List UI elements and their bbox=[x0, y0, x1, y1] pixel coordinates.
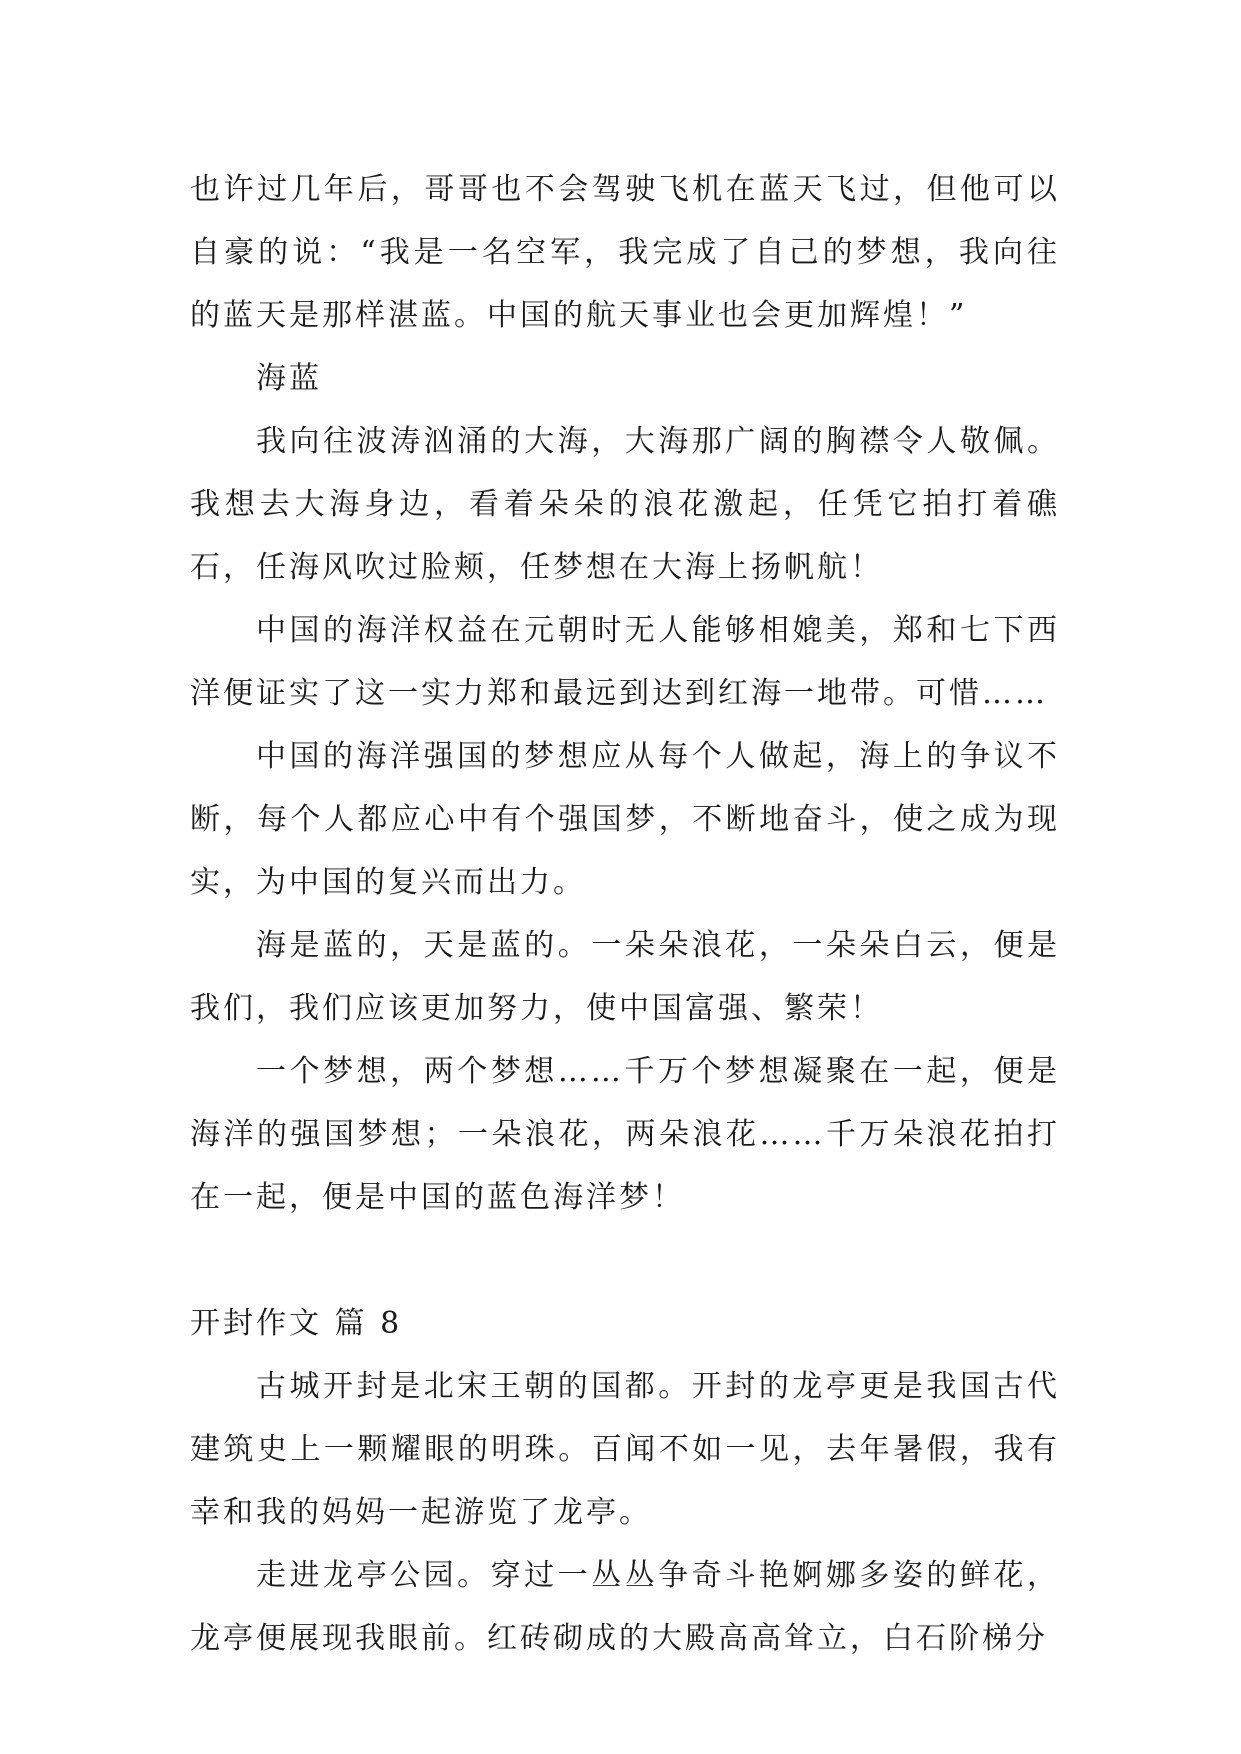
paragraph: 走进龙亭公园。穿过一丛丛争奇斗艳婀娜多姿的鲜花，龙亭便展现我眼前。红砖砌成的大殿高高耸立，白石阶梯分 bbox=[190, 1558, 1060, 1656]
subheading: 海蓝 bbox=[256, 361, 322, 396]
paragraph: 我向往波涛汹涌的大海，大海那广阔的胸襟令人敬佩。我想去大海身边，看着朵朵的浪花激起，任凭它拍打着礁石，任海风吹过脸颊，任梦想在大海上扬帆航！ bbox=[190, 424, 1060, 585]
paragraph-continuation: 也许过几年后，哥哥也不会驾驶飞机在蓝天飞过，但他可以自豪的说：“我是一名空军，我完成了自己的梦想，我向往的蓝天是那样湛蓝。中国的航天事业也会更加辉煌！” bbox=[190, 172, 1060, 333]
paragraph: 古城开封是北宋王朝的国都。开封的龙亭更是我国古代建筑史上一颗耀眼的明珠。百闻不如一见，去年暑假，我有幸和我的妈妈一起游览了龙亭。 bbox=[190, 1369, 1060, 1530]
paragraph: 中国的海洋强国的梦想应从每个人做起，海上的争议不断，每个人都应心中有个强国梦，不断地奋斗，使之成为现实，为中国的复兴而出力。 bbox=[190, 739, 1060, 900]
document-body bbox=[190, 158, 1060, 1670]
paragraph: 一个梦想，两个梦想……千万个梦想凝聚在一起，便是海洋的强国梦想；一朵浪花，两朵浪花……千万朵浪花拍打在一起，便是中国的蓝色海洋梦！ bbox=[190, 1054, 1060, 1215]
paragraph: 中国的海洋权益在元朝时无人能够相媲美，郑和七下西洋便证实了这一实力郑和最远到达到红海一地带。可惜…… bbox=[190, 613, 1060, 711]
section-title: 开封作文 篇 8 bbox=[190, 1306, 403, 1341]
paragraph: 海是蓝的，天是蓝的。一朵朵浪花，一朵朵白云，便是我们，我们应该更加努力，使中国富强、繁荣！ bbox=[190, 928, 1060, 1026]
